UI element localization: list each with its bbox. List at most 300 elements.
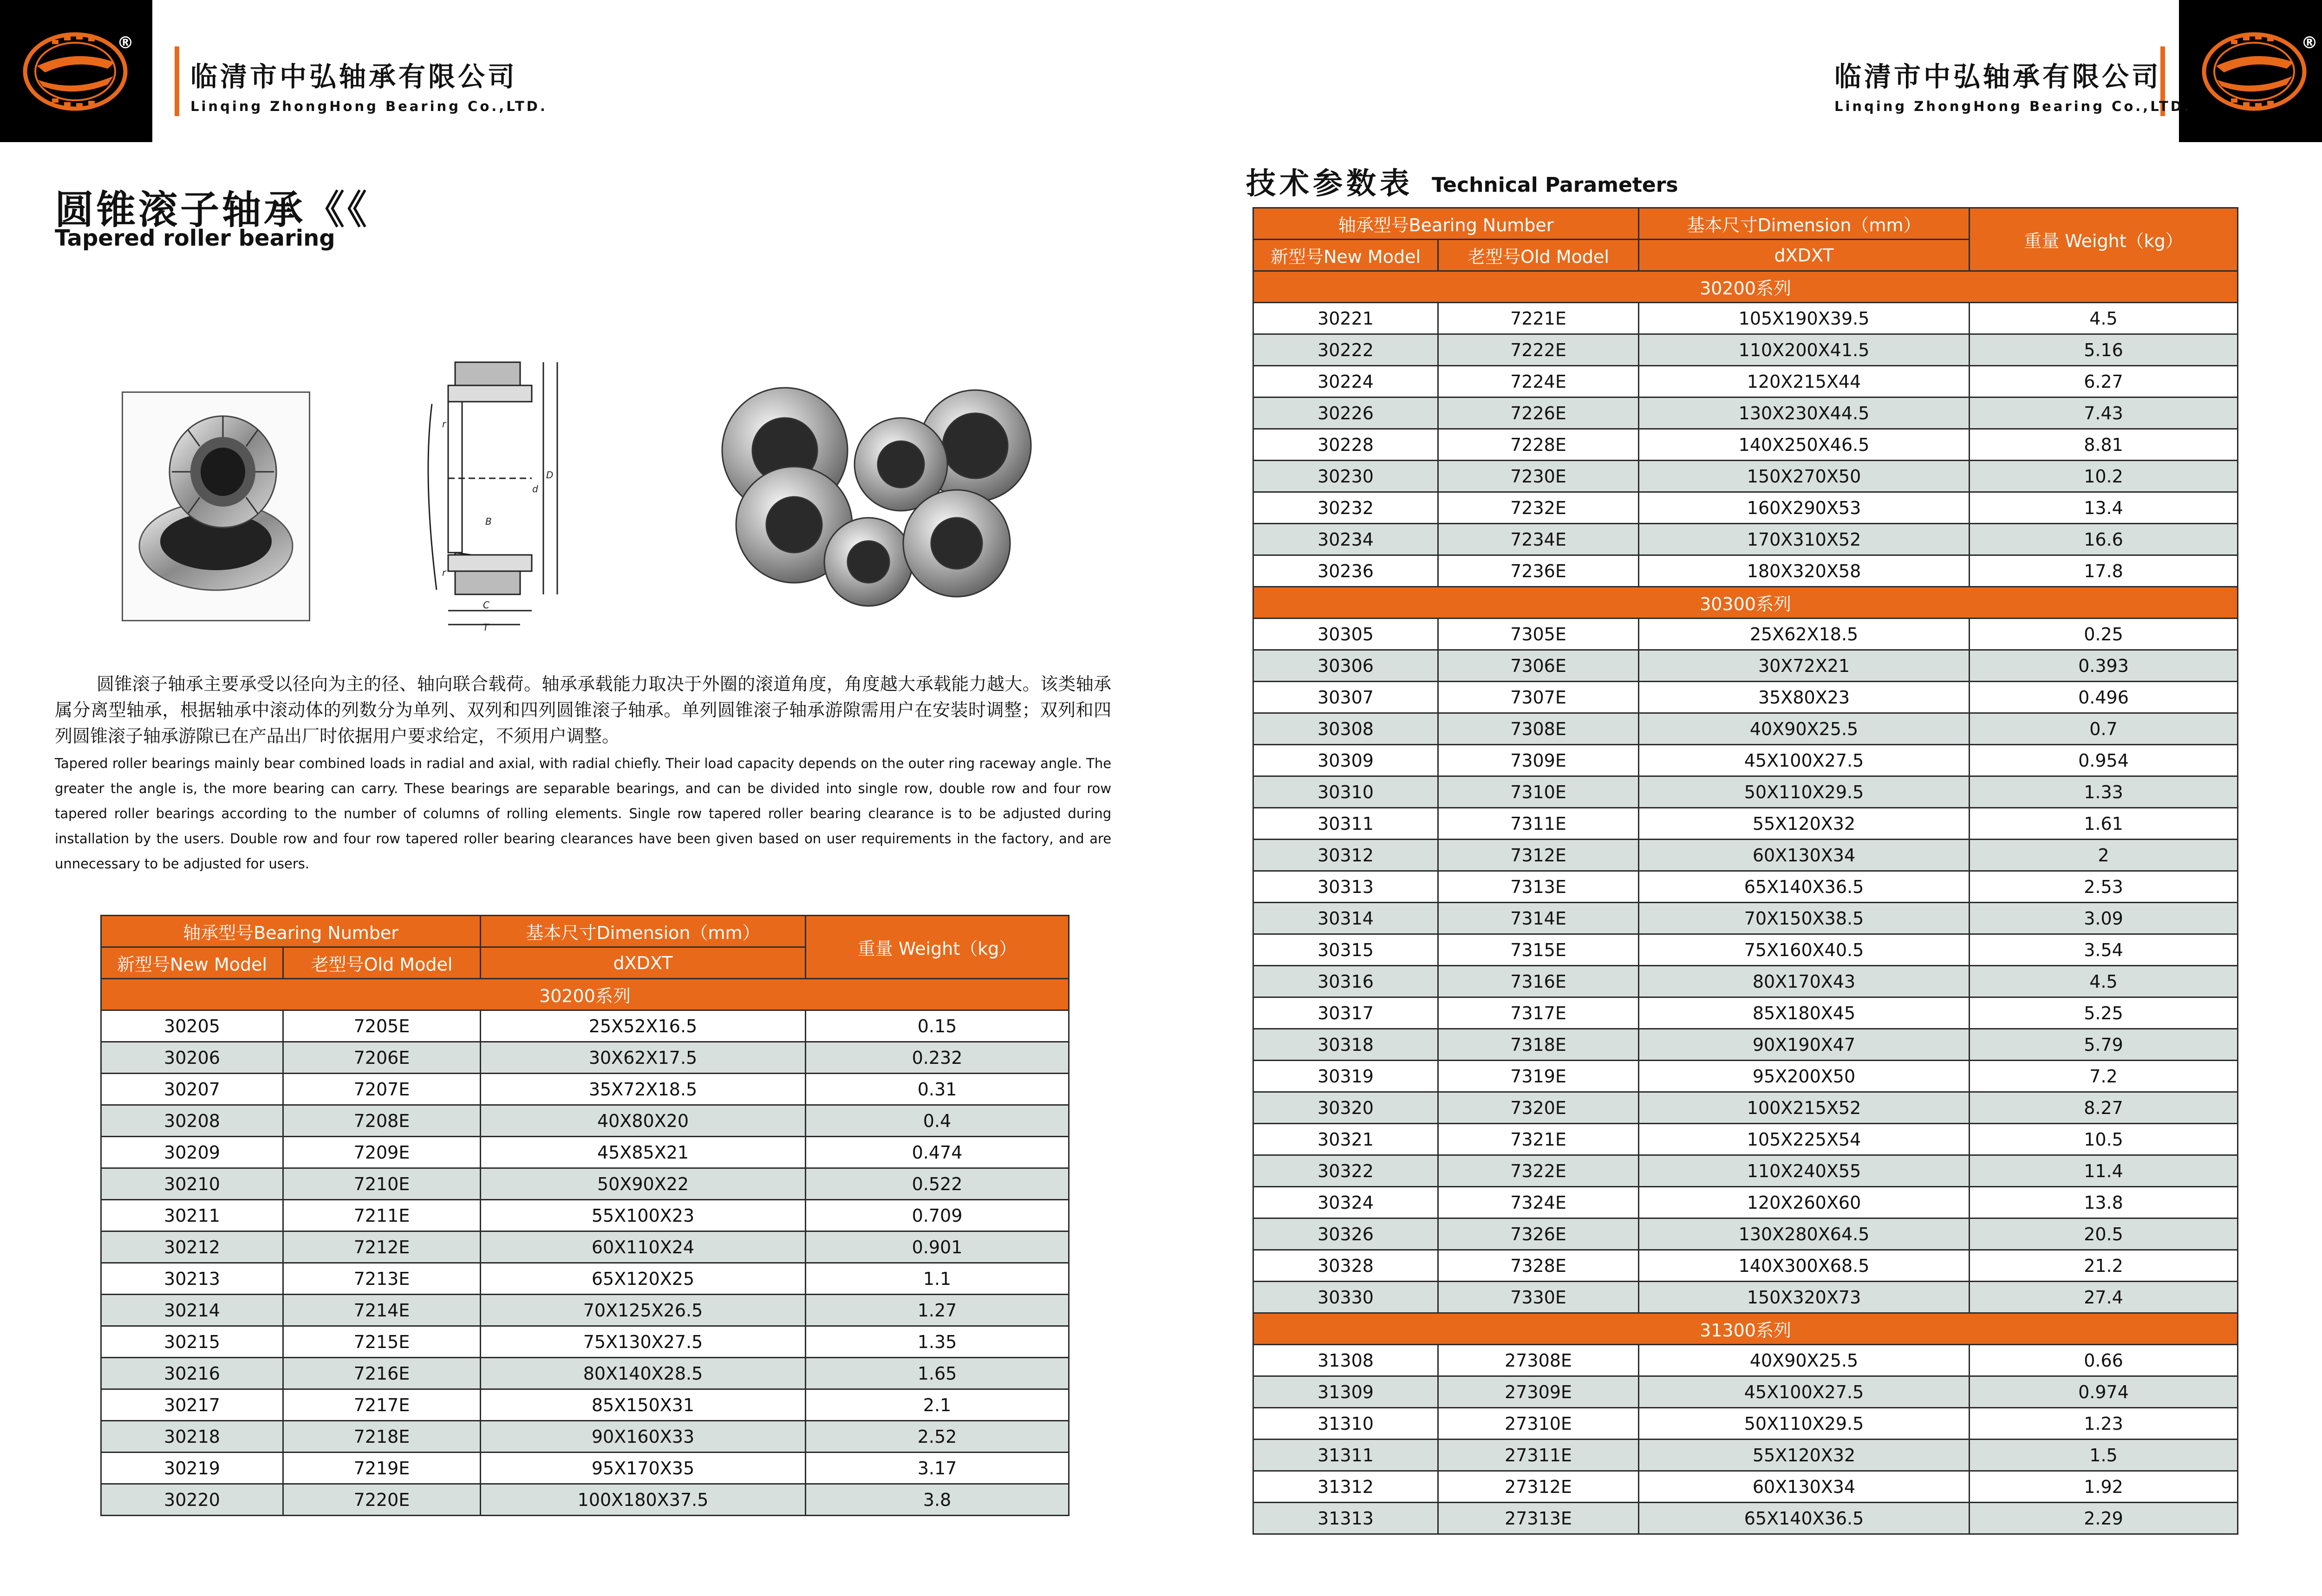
- cell-weight: 1.65: [806, 1358, 1069, 1389]
- table-row: [1253, 682, 2238, 713]
- cell-dimension: 105X225X54: [1639, 1124, 1970, 1155]
- cell-old-model: 7215E: [283, 1326, 481, 1358]
- table-row: [1253, 1471, 2238, 1503]
- cell-old-model: 7212E: [283, 1231, 481, 1263]
- cell-dimension: 120X260X60: [1639, 1187, 1970, 1218]
- table-row: [1253, 555, 2238, 587]
- table-row: [1253, 397, 2238, 429]
- company-name-cn: 临清市中弘轴承有限公司: [190, 61, 518, 92]
- cell-weight: 2: [1970, 840, 2238, 871]
- table-row: [1253, 334, 2238, 366]
- cell-new-model: 30328: [1253, 1250, 1438, 1282]
- cell-old-model: 7206E: [283, 1042, 481, 1074]
- cell-old-model: 7216E: [283, 1358, 481, 1389]
- cell-new-model: 30326: [1253, 1218, 1438, 1250]
- cell-old-model: 7221E: [1438, 303, 1639, 334]
- cell-new-model: 30322: [1253, 1155, 1438, 1187]
- series-label: 30200系列: [101, 979, 1069, 1010]
- cell-weight: 5.16: [1970, 334, 2238, 366]
- table-row: [101, 1421, 1069, 1453]
- cell-new-model: 30215: [101, 1326, 283, 1358]
- cell-old-model: 7328E: [1438, 1250, 1639, 1282]
- cell-weight: 3.17: [806, 1453, 1069, 1484]
- table-row: [1253, 840, 2238, 871]
- table-row: [1253, 713, 2238, 745]
- cell-new-model: 30309: [1253, 745, 1438, 776]
- cell-new-model: 30209: [101, 1137, 283, 1168]
- cell-old-model: 27312E: [1438, 1471, 1639, 1503]
- cell-dimension: 100X215X52: [1639, 1092, 1970, 1124]
- cell-old-model: 7217E: [283, 1389, 481, 1421]
- cell-weight: 0.901: [806, 1231, 1069, 1263]
- cell-new-model: 30321: [1253, 1124, 1438, 1155]
- cell-new-model: 30216: [101, 1358, 283, 1389]
- cell-old-model: 7306E: [1438, 650, 1639, 682]
- label-r2: r: [442, 567, 446, 578]
- cell-old-model: 7210E: [283, 1168, 481, 1200]
- cell-new-model: 30208: [101, 1105, 283, 1137]
- cell-weight: 0.522: [806, 1168, 1069, 1200]
- cell-dimension: 45X100X27.5: [1639, 745, 1970, 776]
- cell-weight: 1.5: [1970, 1440, 2238, 1471]
- cell-old-model: 7230E: [1438, 461, 1639, 492]
- table-row: [1253, 492, 2238, 524]
- cell-dimension: 50X110X29.5: [1639, 1408, 1970, 1440]
- cell-old-model: 7205E: [283, 1010, 481, 1042]
- cell-old-model: 7317E: [1438, 997, 1639, 1029]
- cell-new-model: 30310: [1253, 776, 1438, 808]
- header-weight: 重量 Weight（kg）: [806, 916, 1069, 979]
- logo-right: [2179, 0, 2322, 142]
- cell-new-model: 31310: [1253, 1408, 1438, 1440]
- cell-old-model: 7220E: [283, 1484, 481, 1516]
- cell-weight: 10.2: [1970, 461, 2238, 492]
- description-en: Tapered roller bearings mainly bear combined loads in radial and axial, with radial chiefly. Their load capacity depends on the outer ring raceway angle. The greater the angle is, the more bearing can carry. These bearings are separable bearings, and can be divided into single row, double row and four row tapered roller bearings according to the number of columns of rolling elements. Single row tapered roller bearing clearance is to be adjusted during installation by the users. Double row and four row tapered roller bearing clearances have been given based on user requirements in the factory, and are unnecessary to be adjusted for users.: [55, 756, 1111, 872]
- cell-weight: 7.43: [1970, 397, 2238, 429]
- cell-old-model: 7219E: [283, 1453, 481, 1484]
- series-row: [101, 979, 1069, 1010]
- cell-dimension: 35X72X18.5: [481, 1074, 806, 1105]
- table-row: [1253, 1029, 2238, 1061]
- table-row: [101, 1326, 1069, 1358]
- cell-weight: 1.27: [806, 1295, 1069, 1326]
- cell-dimension: 70X150X38.5: [1639, 903, 1970, 934]
- table-row: [101, 1389, 1069, 1421]
- cell-weight: 1.35: [806, 1326, 1069, 1358]
- table-row: [1253, 1250, 2238, 1282]
- cell-dimension: 70X125X26.5: [481, 1295, 806, 1326]
- cell-dimension: 150X320X73: [1639, 1282, 1970, 1313]
- label-r1: r: [442, 418, 446, 430]
- cell-new-model: 30228: [1253, 429, 1438, 461]
- cell-new-model: 30214: [101, 1295, 283, 1326]
- cell-new-model: 30314: [1253, 903, 1438, 934]
- table-header-row: [1253, 208, 2238, 240]
- cell-new-model: 30205: [101, 1010, 283, 1042]
- cell-new-model: 30315: [1253, 934, 1438, 966]
- cell-weight: 3.09: [1970, 903, 2238, 934]
- table-row: [101, 1484, 1069, 1516]
- cell-weight: 1.61: [1970, 808, 2238, 840]
- cell-new-model: 30220: [101, 1484, 283, 1516]
- cell-new-model: 30316: [1253, 966, 1438, 997]
- page-subtitle: Tapered roller bearing: [55, 225, 335, 251]
- cell-weight: 4.5: [1970, 966, 2238, 997]
- cell-old-model: 7209E: [283, 1137, 481, 1168]
- cell-dimension: 60X130X34: [1639, 840, 1970, 871]
- cell-dimension: 25X52X16.5: [481, 1010, 806, 1042]
- cell-dimension: 30X62X17.5: [481, 1042, 806, 1074]
- cell-dimension: 110X200X41.5: [1639, 334, 1970, 366]
- cell-new-model: 30219: [101, 1453, 283, 1484]
- label-c: C: [483, 599, 489, 611]
- header-dim-format: dXDXT: [481, 947, 806, 979]
- cell-new-model: 30307: [1253, 682, 1438, 713]
- cell-old-model: 7326E: [1438, 1218, 1639, 1250]
- header-new-model: 新型号New Model: [101, 947, 283, 979]
- cell-weight: 2.1: [806, 1389, 1069, 1421]
- cell-old-model: 27310E: [1438, 1408, 1639, 1440]
- registered-mark: ®: [2301, 33, 2318, 52]
- table-row: [1253, 808, 2238, 840]
- cell-old-model: 7319E: [1438, 1061, 1639, 1092]
- cell-old-model: 7324E: [1438, 1187, 1639, 1218]
- company-name-cn: 临清市中弘轴承有限公司: [1834, 61, 2162, 92]
- cell-dimension: 140X250X46.5: [1639, 429, 1970, 461]
- cell-weight: 0.31: [806, 1074, 1069, 1105]
- cell-old-model: 7226E: [1438, 397, 1639, 429]
- cell-weight: 10.5: [1970, 1124, 2238, 1155]
- cell-weight: 0.974: [1970, 1376, 2238, 1408]
- table-row: [101, 1074, 1069, 1105]
- series-row: [1253, 1313, 2238, 1345]
- cell-new-model: 30217: [101, 1389, 283, 1421]
- table-row: [1253, 429, 2238, 461]
- cell-weight: 0.25: [1970, 619, 2238, 650]
- cell-weight: 27.4: [1970, 1282, 2238, 1313]
- table-row: [1253, 1440, 2238, 1471]
- table-row: [1253, 997, 2238, 1029]
- cell-weight: 13.8: [1970, 1187, 2238, 1218]
- cell-dimension: 160X290X53: [1639, 492, 1970, 524]
- cell-old-model: 27309E: [1438, 1376, 1639, 1408]
- cell-new-model: 30306: [1253, 650, 1438, 682]
- cell-dimension: 90X160X33: [481, 1421, 806, 1453]
- cell-old-model: 7310E: [1438, 776, 1639, 808]
- table-row: [1253, 1092, 2238, 1124]
- cell-old-model: 7309E: [1438, 745, 1639, 776]
- cell-weight: 0.496: [1970, 682, 2238, 713]
- cell-dimension: 95X170X35: [481, 1453, 806, 1484]
- cell-dimension: 55X120X32: [1639, 1440, 1970, 1471]
- cell-weight: 2.53: [1970, 871, 2238, 903]
- table-row: [1253, 303, 2238, 334]
- cell-weight: 0.232: [806, 1042, 1069, 1074]
- cell-old-model: 7222E: [1438, 334, 1639, 366]
- spec-table-left: [100, 915, 1070, 1516]
- cell-new-model: 30230: [1253, 461, 1438, 492]
- cell-new-model: 30206: [101, 1042, 283, 1074]
- table-row: [1253, 1124, 2238, 1155]
- cell-new-model: 30226: [1253, 397, 1438, 429]
- cell-dimension: 65X140X36.5: [1639, 1503, 1970, 1534]
- header-bearing-number: 轴承型号Bearing Number: [101, 916, 481, 947]
- label-d-outer: D: [546, 469, 554, 481]
- cell-dimension: 40X90X25.5: [1639, 713, 1970, 745]
- table-row: [1253, 650, 2238, 682]
- bearing-photo: [122, 391, 310, 621]
- table-row: [101, 1231, 1069, 1263]
- header-bearing-number: 轴承型号Bearing Number: [1253, 208, 1639, 240]
- cell-weight: 20.5: [1970, 1218, 2238, 1250]
- cell-weight: 0.474: [806, 1137, 1069, 1168]
- cell-dimension: 75X160X40.5: [1639, 934, 1970, 966]
- bearing-group-photo: [711, 385, 1036, 618]
- cell-old-model: 7330E: [1438, 1282, 1639, 1313]
- header-new-model: 新型号New Model: [1253, 240, 1438, 271]
- table-row: [1253, 871, 2238, 903]
- spec-table-right: [1252, 207, 2238, 1535]
- cell-dimension: 140X300X68.5: [1639, 1250, 1970, 1282]
- cell-weight: 8.81: [1970, 429, 2238, 461]
- product-description: [55, 671, 1111, 876]
- table-row: [101, 1042, 1069, 1074]
- table-row: [1253, 903, 2238, 934]
- cell-old-model: 7312E: [1438, 840, 1639, 871]
- table-row: [1253, 619, 2238, 650]
- cell-weight: 7.2: [1970, 1061, 2238, 1092]
- header-dimension: 基本尺寸Dimension（mm）: [481, 916, 806, 947]
- cell-dimension: 55X120X32: [1639, 808, 1970, 840]
- cell-new-model: 30236: [1253, 555, 1438, 587]
- table-row: [1253, 966, 2238, 997]
- table-row: [101, 1010, 1069, 1042]
- cell-new-model: 30234: [1253, 524, 1438, 555]
- cell-weight: 4.5: [1970, 303, 2238, 334]
- label-t: T: [483, 622, 489, 632]
- series-row: [1253, 271, 2238, 303]
- cell-old-model: 7224E: [1438, 366, 1639, 397]
- cell-dimension: 60X130X34: [1639, 1471, 1970, 1503]
- cell-dimension: 80X140X28.5: [481, 1358, 806, 1389]
- cell-old-model: 7313E: [1438, 871, 1639, 903]
- table-row: [101, 1168, 1069, 1200]
- cell-new-model: 30311: [1253, 808, 1438, 840]
- cell-weight: 0.709: [806, 1200, 1069, 1231]
- cell-dimension: 110X240X55: [1639, 1155, 1970, 1187]
- cell-dimension: 30X72X21: [1639, 650, 1970, 682]
- table-row: [101, 1295, 1069, 1326]
- cell-new-model: 30213: [101, 1263, 283, 1295]
- cell-new-model: 31308: [1253, 1345, 1438, 1376]
- registered-mark: ®: [117, 33, 134, 52]
- cell-new-model: 30305: [1253, 619, 1438, 650]
- cell-old-model: 27311E: [1438, 1440, 1639, 1471]
- table-row: [1253, 524, 2238, 555]
- page-title: 圆锥滚子轴承《《: [55, 187, 370, 233]
- cell-weight: 0.15: [806, 1010, 1069, 1042]
- cell-new-model: 30207: [101, 1074, 283, 1105]
- cell-new-model: 30232: [1253, 492, 1438, 524]
- section-title-en: Technical Parameters: [1432, 173, 1678, 197]
- cell-dimension: 105X190X39.5: [1639, 303, 1970, 334]
- cell-weight: 16.6: [1970, 524, 2238, 555]
- cell-new-model: 30313: [1253, 871, 1438, 903]
- cell-new-model: 30330: [1253, 1282, 1438, 1313]
- cell-new-model: 31313: [1253, 1503, 1438, 1534]
- table-row: [1253, 461, 2238, 492]
- table-row: [1253, 1345, 2238, 1376]
- section-title-cn: 技术参数表: [1246, 167, 1413, 201]
- table-row: [1253, 1061, 2238, 1092]
- cell-old-model: 7234E: [1438, 524, 1639, 555]
- cell-old-model: 7208E: [283, 1105, 481, 1137]
- cell-old-model: 27313E: [1438, 1503, 1639, 1534]
- cell-old-model: 7322E: [1438, 1155, 1639, 1187]
- cell-dimension: 65X140X36.5: [1639, 871, 1970, 903]
- series-row: [1253, 587, 2238, 619]
- header-dimension: 基本尺寸Dimension（mm）: [1639, 208, 1970, 240]
- table-row: [101, 1105, 1069, 1137]
- bearing-cross-section-diagram: [404, 358, 571, 632]
- cell-new-model: 30320: [1253, 1092, 1438, 1124]
- cell-dimension: 40X90X25.5: [1639, 1345, 1970, 1376]
- cell-weight: 0.7: [1970, 713, 2238, 745]
- brand-logo-icon: [2198, 30, 2310, 113]
- company-name-left: [190, 55, 548, 114]
- cell-dimension: 50X110X29.5: [1639, 776, 1970, 808]
- cell-old-model: 7308E: [1438, 713, 1639, 745]
- section-title: [1246, 160, 1678, 202]
- cell-dimension: 35X80X23: [1639, 682, 1970, 713]
- cell-new-model: 30218: [101, 1421, 283, 1453]
- cell-dimension: 170X310X52: [1639, 524, 1970, 555]
- header-weight: 重量 Weight（kg）: [1970, 208, 2238, 271]
- cell-weight: 11.4: [1970, 1155, 2238, 1187]
- cell-old-model: 7307E: [1438, 682, 1639, 713]
- cell-dimension: 130X280X64.5: [1639, 1218, 1970, 1250]
- cell-weight: 1.92: [1970, 1471, 2238, 1503]
- cell-old-model: 7321E: [1438, 1124, 1639, 1155]
- cell-new-model: 30222: [1253, 334, 1438, 366]
- cell-weight: 21.2: [1970, 1250, 2238, 1282]
- cell-new-model: 30324: [1253, 1187, 1438, 1218]
- cell-dimension: 180X320X58: [1639, 555, 1970, 587]
- cell-new-model: 30212: [101, 1231, 283, 1263]
- cell-new-model: 30224: [1253, 366, 1438, 397]
- table-row: [1253, 1218, 2238, 1250]
- accent-bar-left: [175, 46, 179, 116]
- cell-dimension: 100X180X37.5: [481, 1484, 806, 1516]
- cell-dimension: 80X170X43: [1639, 966, 1970, 997]
- cell-new-model: 31312: [1253, 1471, 1438, 1503]
- cell-dimension: 45X85X21: [481, 1137, 806, 1168]
- table-row: [1253, 1376, 2238, 1408]
- cell-old-model: 27308E: [1438, 1345, 1639, 1376]
- cell-old-model: 7305E: [1438, 619, 1639, 650]
- cell-weight: 3.54: [1970, 934, 2238, 966]
- cell-weight: 5.79: [1970, 1029, 2238, 1061]
- cell-dimension: 50X90X22: [481, 1168, 806, 1200]
- logo-left: [0, 0, 152, 142]
- cell-new-model: 30221: [1253, 303, 1438, 334]
- cell-weight: 0.66: [1970, 1345, 2238, 1376]
- cell-dimension: 65X120X25: [481, 1263, 806, 1295]
- cell-new-model: 30210: [101, 1168, 283, 1200]
- table-row: [1253, 1155, 2238, 1187]
- cell-weight: 2.52: [806, 1421, 1069, 1453]
- table-row: [101, 1263, 1069, 1295]
- description-cn: 圆锥滚子轴承主要承受以径向为主的径、轴向联合载荷。轴承承载能力取决于外圈的滚道角度，角度越大承载能力越大。该类轴承属分离型轴承，根据轴承中滚动体的列数分为单列、双列和四列圆锥滚子轴承。单列圆锥滚子轴承游隙需用户在安装时调整；双列和四列圆锥滚子轴承游隙已在产品出厂时依据用户要求给定，不须用户调整。: [55, 674, 1111, 746]
- cell-weight: 0.954: [1970, 745, 2238, 776]
- cell-old-model: 7218E: [283, 1421, 481, 1453]
- cell-weight: 1.1: [806, 1263, 1069, 1295]
- table-row: [1253, 1282, 2238, 1313]
- cell-weight: 8.27: [1970, 1092, 2238, 1124]
- table-row: [1253, 366, 2238, 397]
- cell-old-model: 7228E: [1438, 429, 1639, 461]
- cell-old-model: 7211E: [283, 1200, 481, 1231]
- header-old-model: 老型号Old Model: [283, 947, 481, 979]
- cell-new-model: 30312: [1253, 840, 1438, 871]
- cell-old-model: 7214E: [283, 1295, 481, 1326]
- cell-new-model: 31309: [1253, 1376, 1438, 1408]
- series-label: 30300系列: [1253, 587, 2238, 619]
- company-name-right: [1834, 55, 2192, 114]
- cell-weight: 3.8: [806, 1484, 1069, 1516]
- table-row: [1253, 776, 2238, 808]
- cell-old-model: 7213E: [283, 1263, 481, 1295]
- cell-new-model: 31311: [1253, 1440, 1438, 1471]
- cell-weight: 13.4: [1970, 492, 2238, 524]
- cell-old-model: 7320E: [1438, 1092, 1639, 1124]
- series-label: 31300系列: [1253, 1313, 2238, 1345]
- table-row: [1253, 745, 2238, 776]
- cell-new-model: 30318: [1253, 1029, 1438, 1061]
- series-label: 30200系列: [1253, 271, 2238, 303]
- cell-dimension: 25X62X18.5: [1639, 619, 1970, 650]
- cell-new-model: 30308: [1253, 713, 1438, 745]
- cell-weight: 1.33: [1970, 776, 2238, 808]
- cell-dimension: 55X100X23: [481, 1200, 806, 1231]
- cell-dimension: 150X270X50: [1639, 461, 1970, 492]
- table-row: [1253, 1187, 2238, 1218]
- table-row: [1253, 1503, 2238, 1534]
- cell-weight: 6.27: [1970, 366, 2238, 397]
- cell-weight: 0.4: [806, 1105, 1069, 1137]
- cell-weight: 5.25: [1970, 997, 2238, 1029]
- cell-weight: 1.23: [1970, 1408, 2238, 1440]
- cell-dimension: 75X130X27.5: [481, 1326, 806, 1358]
- cell-weight: 2.29: [1970, 1503, 2238, 1534]
- cell-dimension: 85X180X45: [1639, 997, 1970, 1029]
- header-dim-format: dXDXT: [1639, 240, 1970, 271]
- header-old-model: 老型号Old Model: [1438, 240, 1639, 271]
- cell-old-model: 7315E: [1438, 934, 1639, 966]
- cell-dimension: 120X215X44: [1639, 366, 1970, 397]
- cell-dimension: 60X110X24: [481, 1231, 806, 1263]
- cell-old-model: 7207E: [283, 1074, 481, 1105]
- cell-dimension: 130X230X44.5: [1639, 397, 1970, 429]
- label-b: B: [485, 516, 492, 527]
- cell-old-model: 7232E: [1438, 492, 1639, 524]
- cell-new-model: 30319: [1253, 1061, 1438, 1092]
- company-name-en: Linqing ZhongHong Bearing Co.,LTD.: [1834, 98, 2192, 114]
- table-row: [101, 1137, 1069, 1168]
- table-row: [1253, 934, 2238, 966]
- table-header-row: [101, 916, 1069, 947]
- table-row: [1253, 1408, 2238, 1440]
